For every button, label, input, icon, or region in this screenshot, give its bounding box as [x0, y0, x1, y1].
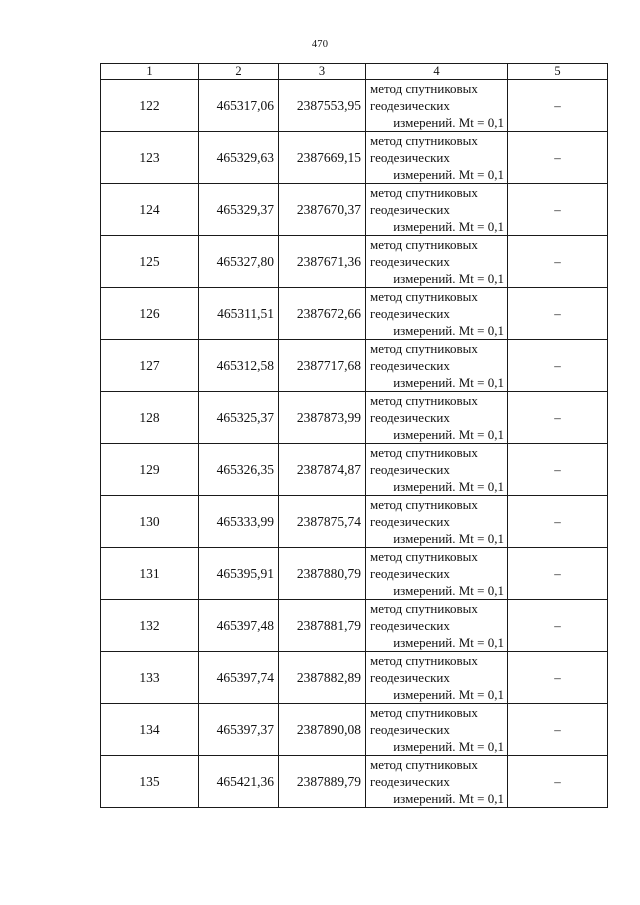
column-5-cell: –	[508, 704, 608, 756]
header-col-1: 1	[101, 64, 199, 80]
point-number-cell: 135	[101, 756, 199, 808]
x-coordinate-cell: 465327,80	[199, 236, 279, 288]
method-cell	[366, 132, 508, 184]
page-number: 470	[311, 39, 329, 50]
point-number-cell: 131	[101, 548, 199, 600]
method-line-3: измерений. Mt = 0,1	[393, 427, 504, 442]
header-col-2: 2	[199, 64, 279, 80]
column-5-cell: –	[508, 80, 608, 132]
method-line-1: метод спутниковых	[370, 133, 478, 148]
coordinates-table	[100, 63, 608, 808]
x-coordinate-cell: 465397,48	[199, 600, 279, 652]
method-line-2: геодезических	[370, 566, 450, 581]
table-row	[101, 756, 608, 808]
method-cell	[366, 80, 508, 132]
y-coordinate-cell: 2387875,74	[279, 496, 366, 548]
method-line-3: измерений. Mt = 0,1	[393, 791, 504, 806]
method-line-3: измерений. Mt = 0,1	[393, 375, 504, 390]
table-row	[101, 132, 608, 184]
y-coordinate-cell: 2387880,79	[279, 548, 366, 600]
x-coordinate-cell: 465329,37	[199, 184, 279, 236]
header-col-5: 5	[508, 64, 608, 80]
method-line-3: измерений. Mt = 0,1	[393, 635, 504, 650]
method-cell	[366, 288, 508, 340]
y-coordinate-cell: 2387881,79	[279, 600, 366, 652]
method-line-2: геодезических	[370, 150, 450, 165]
table-row	[101, 340, 608, 392]
point-number-cell: 134	[101, 704, 199, 756]
column-5-cell: –	[508, 132, 608, 184]
method-line-3: измерений. Mt = 0,1	[393, 531, 504, 546]
method-cell	[366, 548, 508, 600]
column-5-cell: –	[508, 184, 608, 236]
method-line-3: измерений. Mt = 0,1	[393, 167, 504, 182]
column-5-cell: –	[508, 340, 608, 392]
method-line-1: метод спутниковых	[370, 549, 478, 564]
method-cell	[366, 704, 508, 756]
method-cell	[366, 392, 508, 444]
point-number-cell: 124	[101, 184, 199, 236]
column-5-cell: –	[508, 600, 608, 652]
method-line-1: метод спутниковых	[370, 393, 478, 408]
method-line-1: метод спутниковых	[370, 81, 478, 96]
method-cell	[366, 756, 508, 808]
y-coordinate-cell: 2387874,87	[279, 444, 366, 496]
method-line-2: геодезических	[370, 618, 450, 633]
x-coordinate-cell: 465312,58	[199, 340, 279, 392]
column-5-cell: –	[508, 392, 608, 444]
x-coordinate-cell: 465421,36	[199, 756, 279, 808]
column-5-cell: –	[508, 444, 608, 496]
column-5-cell: –	[508, 756, 608, 808]
table-row	[101, 548, 608, 600]
method-line-1: метод спутниковых	[370, 237, 478, 252]
method-line-2: геодезических	[370, 722, 450, 737]
y-coordinate-cell: 2387669,15	[279, 132, 366, 184]
x-coordinate-cell: 465397,37	[199, 704, 279, 756]
method-line-1: метод спутниковых	[370, 445, 478, 460]
method-line-2: геодезических	[370, 98, 450, 113]
x-coordinate-cell: 465326,35	[199, 444, 279, 496]
point-number-cell: 129	[101, 444, 199, 496]
method-line-2: геодезических	[370, 254, 450, 269]
method-cell	[366, 496, 508, 548]
point-number-cell: 126	[101, 288, 199, 340]
method-cell	[366, 340, 508, 392]
method-line-2: геодезических	[370, 514, 450, 529]
y-coordinate-cell: 2387889,79	[279, 756, 366, 808]
y-coordinate-cell: 2387873,99	[279, 392, 366, 444]
y-coordinate-cell: 2387882,89	[279, 652, 366, 704]
method-line-3: измерений. Mt = 0,1	[393, 219, 504, 234]
method-line-2: геодезических	[370, 774, 450, 789]
method-line-2: геодезических	[370, 670, 450, 685]
table-row	[101, 184, 608, 236]
table-body	[101, 80, 608, 808]
method-line-2: геодезических	[370, 306, 450, 321]
method-line-1: метод спутниковых	[370, 757, 478, 772]
point-number-cell: 127	[101, 340, 199, 392]
point-number-cell: 123	[101, 132, 199, 184]
method-cell	[366, 652, 508, 704]
y-coordinate-cell: 2387717,68	[279, 340, 366, 392]
y-coordinate-cell: 2387671,36	[279, 236, 366, 288]
y-coordinate-cell: 2387553,95	[279, 80, 366, 132]
method-line-3: измерений. Mt = 0,1	[393, 479, 504, 494]
x-coordinate-cell: 465329,63	[199, 132, 279, 184]
table-row	[101, 288, 608, 340]
method-cell	[366, 236, 508, 288]
y-coordinate-cell: 2387890,08	[279, 704, 366, 756]
method-line-3: измерений. Mt = 0,1	[393, 271, 504, 286]
table-row	[101, 600, 608, 652]
method-line-3: измерений. Mt = 0,1	[393, 323, 504, 338]
method-line-1: метод спутниковых	[370, 705, 478, 720]
method-line-3: измерений. Mt = 0,1	[393, 115, 504, 130]
method-line-2: геодезических	[370, 410, 450, 425]
column-5-cell: –	[508, 548, 608, 600]
method-line-3: измерений. Mt = 0,1	[393, 739, 504, 754]
point-number-cell: 133	[101, 652, 199, 704]
column-5-cell: –	[508, 496, 608, 548]
table-row	[101, 496, 608, 548]
method-line-2: геодезических	[370, 358, 450, 373]
point-number-cell: 122	[101, 80, 199, 132]
column-5-cell: –	[508, 236, 608, 288]
header-row	[101, 64, 608, 80]
x-coordinate-cell: 465325,37	[199, 392, 279, 444]
y-coordinate-cell: 2387672,66	[279, 288, 366, 340]
x-coordinate-cell: 465333,99	[199, 496, 279, 548]
point-number-cell: 125	[101, 236, 199, 288]
point-number-cell: 132	[101, 600, 199, 652]
method-line-1: метод спутниковых	[370, 341, 478, 356]
point-number-cell: 130	[101, 496, 199, 548]
method-line-2: геодезических	[370, 202, 450, 217]
table-row	[101, 652, 608, 704]
x-coordinate-cell: 465395,91	[199, 548, 279, 600]
table-row	[101, 236, 608, 288]
point-number-cell: 128	[101, 392, 199, 444]
x-coordinate-cell: 465397,74	[199, 652, 279, 704]
method-line-1: метод спутниковых	[370, 497, 478, 512]
method-cell	[366, 184, 508, 236]
column-5-cell: –	[508, 652, 608, 704]
method-cell	[366, 600, 508, 652]
x-coordinate-cell: 465317,06	[199, 80, 279, 132]
method-line-2: геодезических	[370, 462, 450, 477]
y-coordinate-cell: 2387670,37	[279, 184, 366, 236]
table-header	[101, 64, 608, 80]
column-5-cell: –	[508, 288, 608, 340]
method-cell	[366, 444, 508, 496]
table-row	[101, 392, 608, 444]
header-col-3: 3	[279, 64, 366, 80]
x-coordinate-cell: 465311,51	[199, 288, 279, 340]
method-line-1: метод спутниковых	[370, 601, 478, 616]
method-line-1: метод спутниковых	[370, 185, 478, 200]
table-row	[101, 444, 608, 496]
method-line-1: метод спутниковых	[370, 289, 478, 304]
method-line-1: метод спутниковых	[370, 653, 478, 668]
header-col-4: 4	[366, 64, 508, 80]
method-line-3: измерений. Mt = 0,1	[393, 583, 504, 598]
table-row	[101, 704, 608, 756]
table-row	[101, 80, 608, 132]
method-line-3: измерений. Mt = 0,1	[393, 687, 504, 702]
